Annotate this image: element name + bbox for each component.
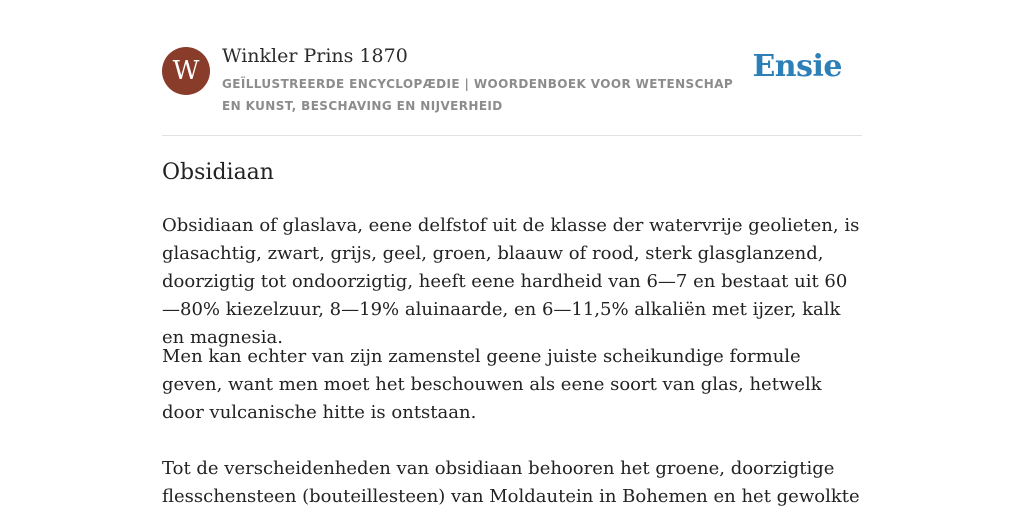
article-paragraph: Men kan echter van zijn zamenstel geene juiste scheikundige formule geven, want men moet het beschouwen als eene soort van glas, hetwelk door vulcanische hitte is ontstaan.	[162, 346, 822, 423]
site-header	[162, 0, 862, 136]
article-paragraph: Tot de verscheidenheden van obsidiaan behooren het groene, doorzigtige flesschensteen (bouteillesteen) van Moldautein in Bohemen en het gewolkte	[162, 458, 860, 507]
brand-logo[interactable]: Ensie	[752, 49, 842, 84]
page-container	[162, 0, 862, 507]
site-subtitle: GEÏLLUSTREERDE ENCYCLOPÆDIE | WOORDENBOEK VOOR WETENSCHAP EN KUNST, BESCHAVING EN NIJVERHEID	[222, 77, 734, 113]
article-paragraph: Obsidiaan of glaslava, eene delfstof uit de klasse der watervrije geolieten, is glasachtig, zwart, grijs, geel, groen, blaauw of rood, sterk glasglanzend, doorzigtig tot ondoorzigtig, heeft eene hardheid van 6—7 en bestaat uit 60—80% kiezelzuur, 8—19% aluinaarde, en 6—11,5% alkaliën met ijzer, kalk en magnesia.	[162, 215, 860, 348]
site-title[interactable]: Winkler Prins 1870	[222, 45, 408, 67]
avatar[interactable]: W	[162, 47, 210, 95]
page-title: Obsidiaan	[162, 160, 274, 185]
